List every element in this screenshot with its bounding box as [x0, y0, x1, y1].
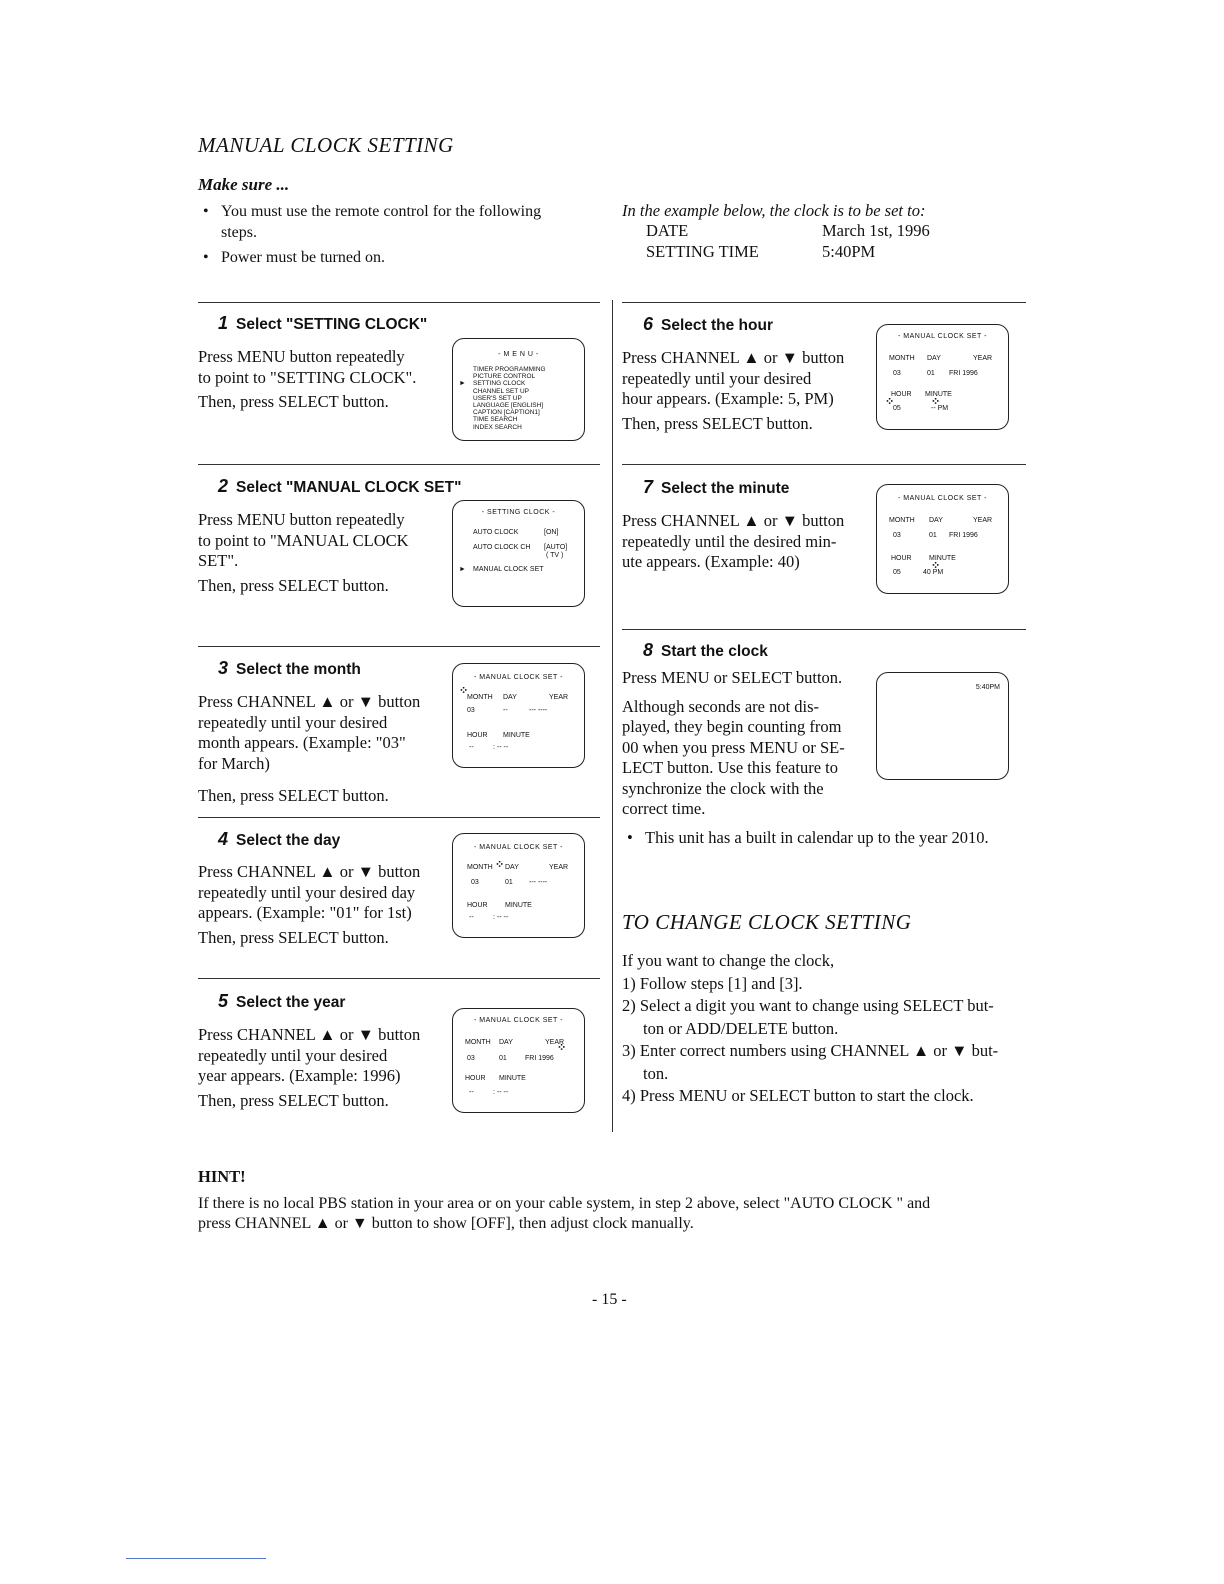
blink-mark-icon: ⁘ — [495, 859, 505, 871]
blink-mark-icon: ⁘ — [931, 396, 941, 408]
step-3-heading: 3 Select the month — [218, 658, 361, 678]
menu-list: TIMER PROGRAMMING PICTURE CONTROL SETTING CLOCK CHANNEL SET UP USER'S SET UP LANGUAGE [ENGLISH] CAPTION [CAPTION1] TIME SEARCH INDEX SEARCH — [473, 366, 546, 431]
step-1-heading: 1 Select "SETTING CLOCK" — [218, 313, 428, 333]
clock-display: 5:40PM — [975, 684, 1000, 691]
blink-mark-icon: ⁘ — [931, 560, 941, 572]
step-8-heading: 8 Start the clock — [643, 640, 768, 660]
step-4-heading: 4 Select the day — [218, 829, 341, 849]
step-7-heading: 7 Select the minute — [643, 477, 790, 497]
step-1-screen: - M E N U - TIMER PROGRAMMING PICTURE CONTROL SETTING CLOCK CHANNEL SET UP USER'S SET UP LANGUAGE [ENGLISH] CAPTION [CAPTION1] TIME SEARCH INDEX SEARCH ► — [452, 338, 585, 441]
calendar-note: • This unit has a built in calendar up to the year 2010. — [627, 828, 989, 847]
make-sure-heading: Make sure ... — [198, 175, 290, 194]
change-title: TO CHANGE CLOCK SETTING — [622, 910, 912, 934]
column-divider — [612, 300, 613, 1132]
footer-line — [126, 1558, 266, 1559]
divider — [198, 817, 600, 818]
example-intro: In the example below, the clock is to be set to: — [622, 201, 926, 220]
cursor-arrow-icon: ► — [459, 566, 466, 573]
divider — [198, 978, 600, 979]
step-6-screen: - MANUAL CLOCK SET - MONTH DAY YEAR 03 01 FRI 1996 HOUR MINUTE 05 -- PM ⁘ ⁘ — [876, 324, 1009, 430]
step-5-screen: - MANUAL CLOCK SET - MONTH DAY YEAR 03 01 FRI 1996 ⁘ HOUR MINUTE -- : -- -- — [452, 1008, 585, 1113]
step-5-heading: 5 Select the year — [218, 991, 346, 1011]
step-4-screen: - MANUAL CLOCK SET - MONTH DAY YEAR 03 01 --- ---- ⁘ HOUR MINUTE -- : -- -- — [452, 833, 585, 938]
page-number: - 15 - — [592, 1291, 627, 1308]
step-7-text: Press CHANNEL ▲ or ▼ button repeatedly until the desired min- ute appears. (Example: 40) — [622, 511, 845, 571]
step-2-text: Press MENU button repeatedly to point to "MANUAL CLOCK SET". Then, press SELECT button. — [198, 510, 409, 595]
divider — [198, 464, 600, 465]
blink-mark-icon: ⁘ — [459, 685, 469, 697]
step-6-heading: 6 Select the hour — [643, 314, 773, 334]
divider — [622, 629, 1026, 630]
step-2-heading: 2 Select "MANUAL CLOCK SET" — [218, 476, 462, 496]
divider — [622, 464, 1026, 465]
hint-heading: HINT! — [198, 1167, 246, 1186]
step-3-text: Press CHANNEL ▲ or ▼ button repeatedly until your desired month appears. (Example: "03" for March) Then, press SELECT button. — [198, 692, 421, 805]
step-6-text: Press CHANNEL ▲ or ▼ button repeatedly until your desired hour appears. (Example: 5, PM) Then, press SELECT button. — [622, 348, 845, 433]
cursor-arrow-icon: ► — [459, 380, 466, 387]
change-text: If you want to change the clock, 1) Follow steps [1] and [3]. 2) Select a digit you want to change using SELECT but- ton or ADD/DELETE button. 3) Enter correct numbers using CHANNEL ▲ or ▼ but- ton. 4) Press MENU or SELECT button to start the clock. — [622, 951, 999, 1105]
step-5-text: Press CHANNEL ▲ or ▼ button repeatedly until your desired year appears. (Example: 1996) Then, press SELECT button. — [198, 1025, 421, 1110]
step-3-screen: - MANUAL CLOCK SET - MONTH DAY YEAR 03 -- --- ---- ⁘ HOUR MINUTE -- : -- -- — [452, 663, 585, 768]
step-1-text: Press MENU button repeatedly to point to "SETTING CLOCK". Then, press SELECT button. — [198, 347, 417, 411]
divider — [622, 302, 1026, 303]
step-8-text: Press MENU or SELECT button. Although seconds are not dis- played, they begin counting from 00 when you press MENU or SE- LECT button. Use this feature to synchronize the clock with the correct time. — [622, 668, 845, 818]
step-8-screen — [876, 672, 1009, 780]
hint-text: If there is no local PBS station in your area or on your cable system, in step 2 above, select "AUTO CLOCK " and press CHANNEL ▲ or ▼ button to show [OFF], then adjust clock manually. — [198, 1195, 931, 1232]
make-sure-bullet-1: • You must use the remote control for the following — [203, 203, 542, 220]
step-2-screen: - SETTING CLOCK - AUTO CLOCK [ON] AUTO CLOCK CH [AUTO] ( TV ) MANUAL CLOCK SET ► — [452, 500, 585, 607]
make-sure-bullet-1-cont: steps. — [221, 224, 257, 241]
blink-mark-icon: ⁘ — [557, 1042, 567, 1054]
make-sure-bullet-2: • Power must be turned on. — [203, 249, 385, 266]
example-date: DATE March 1st, 1996 — [646, 221, 930, 240]
step-7-screen: - MANUAL CLOCK SET - MONTH DAY YEAR 03 01 FRI 1996 HOUR MINUTE 05 40 PM ⁘ — [876, 484, 1009, 594]
step-4-text: Press CHANNEL ▲ or ▼ button repeatedly until your desired day appears. (Example: "01" for 1st) Then, press SELECT button. — [198, 862, 421, 947]
page-title: MANUAL CLOCK SETTING — [198, 133, 454, 157]
divider — [198, 646, 600, 647]
example-time: SETTING TIME 5:40PM — [646, 242, 876, 261]
blink-mark-icon: ⁘ — [885, 396, 895, 408]
divider — [198, 302, 600, 303]
